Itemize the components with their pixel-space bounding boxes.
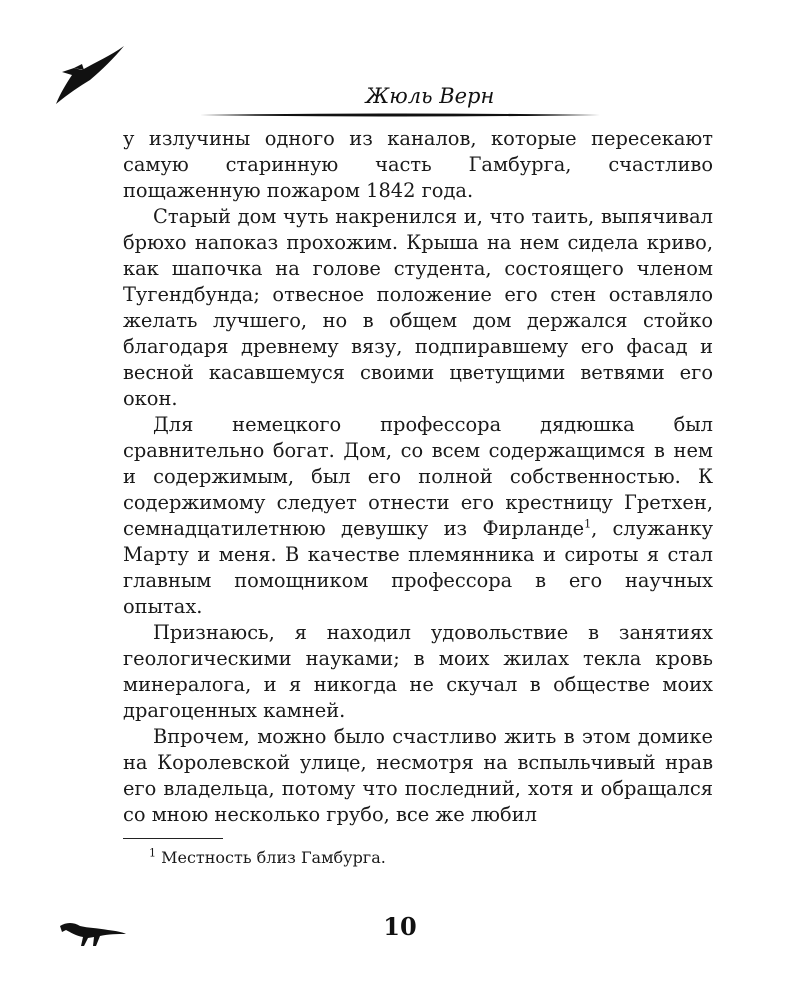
- footnote-text: Местность близ Гамбурга.: [161, 848, 386, 867]
- header-rule: [200, 112, 600, 118]
- footnote-mark: 1: [149, 846, 156, 860]
- page-number: 10: [383, 912, 417, 941]
- footnote-separator: [123, 838, 223, 839]
- paragraph-4: Признаюсь, я находил удовольствие в занятиях геологическими науками; в моих жилах текла кровь минералога, и я никогда не скучал в обществе моих драгоценных камней.: [123, 621, 713, 722]
- paragraph-3-text-a: Для немецкого профессора дядюшка был сравнительно богат. Дом, со всем содержащимся в нем и содержимым, был его полной собственностью. К содержимому следует отнести его крестницу Гретхен, семнадцатилетнюю девушку из Фирланде: [123, 413, 713, 540]
- running-header-author: Жюль Верн: [365, 84, 495, 108]
- paragraph-3-text-b: , служанку Марту и меня. В качестве племянника и сироты я стал главным помощником профессора в его научных опытах.: [123, 517, 713, 618]
- footnote-reference[interactable]: 1: [584, 517, 592, 531]
- pterodactyl-icon: [52, 44, 126, 106]
- paragraph-2: Старый дом чуть накренился и, что таить, выпячивал брюхо напоказ прохожим. Крыша на нем сидела криво, как шапочка на голове студента, состоящего членом Тугендбунда; отвесное положение его стен оставляло желать лучшего, но в общем дом держался стойко благодаря древнему вязу, подпиравшему его фасад и весной касавшемуся своими цветущими ветвями его окон.: [123, 205, 713, 410]
- footnote: [149, 848, 386, 868]
- paragraph-1: у излучины одного из каналов, которые пересекают самую старинную часть Гамбурга, счастливо пощаженную пожаром 1842 года.: [123, 127, 713, 202]
- body-text: [123, 126, 713, 828]
- dinosaur-icon: [58, 912, 128, 948]
- paragraph-5: Впрочем, можно было счастливо жить в этом домике на Королевской улице, несмотря на вспыльчивый нрав его владельца, потому что последний, хотя и обращался со мною несколько грубо, все же любил: [123, 725, 713, 826]
- paragraph-3: [123, 412, 713, 620]
